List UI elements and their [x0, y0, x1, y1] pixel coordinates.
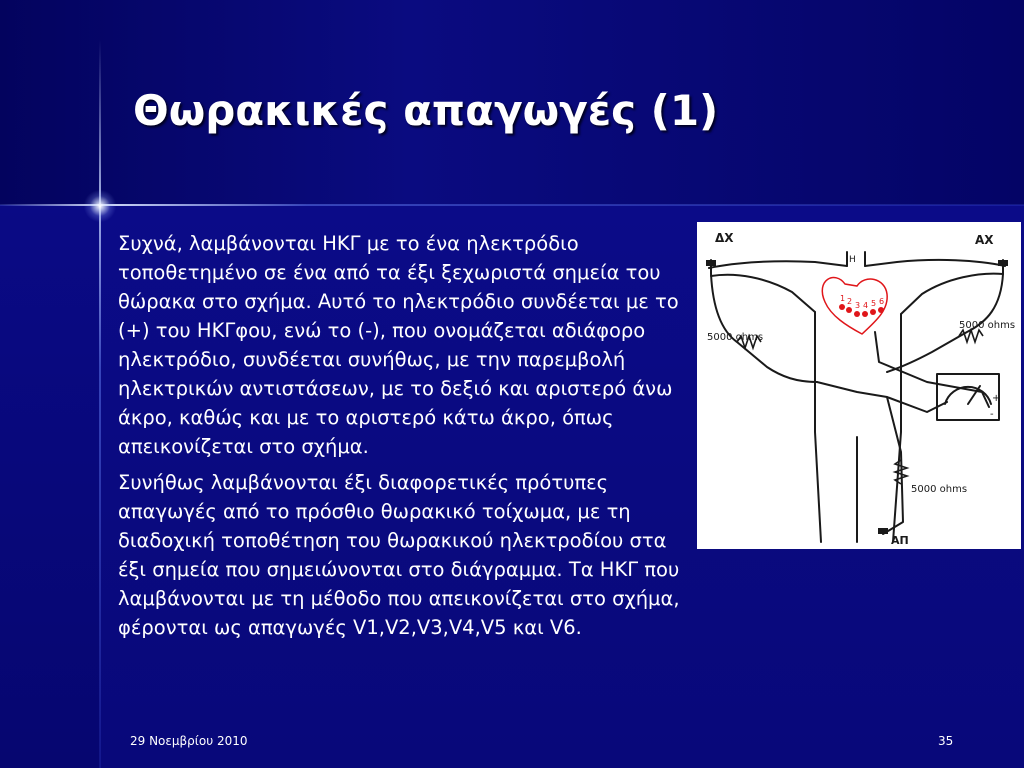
electrode-point-3	[854, 311, 860, 317]
heart-letter-label: H	[849, 255, 856, 265]
electrode-point-2	[846, 307, 852, 313]
electrode-label-1: 1	[840, 294, 846, 303]
left-arm-lower-outline	[901, 274, 1003, 314]
slide-title: Θωρακικές απαγωγές (1)	[133, 86, 719, 135]
slide-body	[118, 229, 686, 649]
electrode-point-1	[839, 304, 845, 310]
label-left-leg: ΑΠ	[891, 534, 909, 547]
chest-leads-figure	[697, 222, 1021, 549]
label-resistor-right: 5000 ohms	[959, 320, 1016, 331]
meter-plus-label: +	[992, 393, 1001, 404]
label-resistor-left: 5000 ohms	[707, 332, 764, 343]
label-left-arm: ΑΧ	[975, 233, 994, 247]
label-right-arm: ΔΧ	[715, 231, 734, 245]
electrode-point-4	[862, 311, 868, 317]
footer-page-number: 35	[938, 734, 954, 748]
left-arm-upper-outline	[865, 260, 1005, 266]
right-arm-upper-outline	[709, 261, 847, 268]
label-resistor-bottom: 5000 ohms	[911, 484, 968, 495]
electrode-label-4: 4	[863, 301, 869, 310]
body-paragraph-1: Συχνά, λαμβάνονται ΗΚΓ με το ένα ηλεκτρόδιο τοποθετημένο σε ένα από τα έξι ξεχωριστά σημεία του θώρακα στο σχήμα. Αυτό το ηλεκτρόδιο συνδέεται με το (+) του ΗΚΓφου, ενώ το (-), που ονομάζεται αδιάφορο ηλεκτρόδιο, συνδέεται συνήθως, με την παρεμβολή ηλεκτρικών αντιστάσεων, με το δεξιό και αριστερό άνω άκρο, καθώς και με το αριστερό κάτω άκρο, όπως απεικονίζεται στο σχήμα.	[118, 232, 679, 458]
resistors	[737, 330, 983, 484]
light-flare-vertical	[99, 40, 101, 768]
electrode-number-labels	[840, 294, 884, 310]
electrode-point-6	[878, 307, 884, 313]
left-arm-wire	[887, 260, 1003, 372]
resistor-left-arm	[959, 330, 983, 342]
electrode-point-5	[870, 309, 876, 315]
electrode-label-5: 5	[871, 299, 877, 308]
chest-leads-diagram	[697, 222, 1021, 549]
electrode-right-arm	[706, 260, 716, 266]
right-arm-lower-outline	[711, 275, 815, 312]
common-wire	[817, 382, 947, 412]
electrode-left-leg	[878, 528, 888, 534]
light-flare-horizontal	[0, 204, 1024, 206]
electrode-left-arm	[998, 260, 1008, 266]
electrode-label-6: 6	[879, 297, 885, 306]
light-flare-star	[84, 190, 116, 222]
torso-right-outline	[815, 312, 821, 542]
right-arm-wire	[711, 260, 817, 382]
body-paragraph-2: Συνήθως λαμβάνονται έξι διαφορετικές πρότυπες απαγωγές από το πρόσθιο θωρακικό τοίχωμα, με τη διαδοχική τοποθέτηση του θωρακικού ηλεκτροδίου στα έξι σημεία που σημειώνονται στο διάγραμμα. Τα ΗΚΓ που λαμβάνονται με τη μέθοδο που απεικονίζεται στο σχήμα, φέρονται ως απαγωγές V1,V2,V3,V4,V5 και V6.	[118, 471, 680, 639]
chest-electrode-points	[839, 304, 884, 317]
footer-date: 29 Νοεμβρίου 2010	[130, 734, 248, 748]
electrode-label-2: 2	[847, 297, 853, 306]
meter-minus-label: -	[990, 409, 994, 420]
left-band	[0, 205, 100, 768]
ecg-meter-needle	[968, 386, 980, 404]
electrode-label-3: 3	[855, 301, 861, 310]
